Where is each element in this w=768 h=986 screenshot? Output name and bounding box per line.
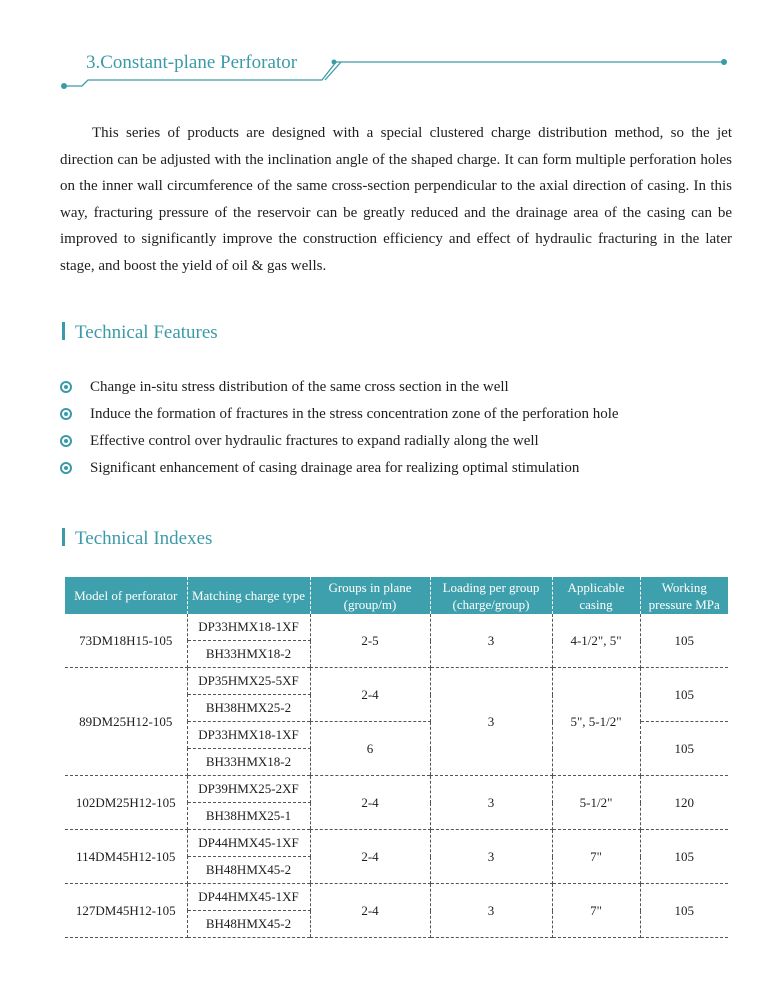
cell-charge: BH38HMX25-2	[187, 695, 310, 722]
table-row	[65, 884, 728, 911]
feature-item	[60, 458, 619, 485]
header-groups	[310, 577, 430, 614]
cell-casing: 4-1/2", 5"	[552, 614, 640, 668]
header-pressure-line2: pressure MPa	[648, 596, 720, 612]
title-decoration	[0, 0, 768, 100]
cell-loading: 3	[430, 776, 552, 830]
header-model: Model of perforator	[65, 577, 187, 614]
cell-pressure: 105	[640, 722, 728, 776]
table-row	[65, 614, 728, 641]
header-casing-line1: Applicable	[567, 579, 625, 595]
cell-groups: 2-4	[310, 884, 430, 938]
cell-casing: 5-1/2"	[552, 776, 640, 830]
cell-pressure: 120	[640, 776, 728, 830]
feature-item	[60, 404, 619, 431]
cell-groups: 6	[310, 722, 430, 776]
feature-text: Change in-situ stress distribution of the same cross section in the well	[90, 379, 509, 395]
cell-charge: BH33HMX18-2	[187, 641, 310, 668]
features-heading-text: Technical Features	[75, 322, 218, 343]
cell-loading: 3	[430, 614, 552, 668]
header-casing	[552, 577, 640, 614]
cell-pressure: 105	[640, 884, 728, 938]
cell-charge: BH48HMX45-2	[187, 911, 310, 938]
cell-model: 73DM18H15-105	[65, 614, 187, 668]
table-row	[65, 668, 728, 695]
header-pressure-line1: Working	[661, 579, 707, 595]
table-row	[65, 776, 728, 803]
cell-charge: BH48HMX45-2	[187, 857, 310, 884]
feature-text: Effective control over hydraulic fractures to expand radially along the well	[90, 433, 539, 449]
cell-model: 114DM45H12-105	[65, 830, 187, 884]
cell-model: 89DM25H12-105	[65, 668, 187, 776]
header-casing-line2: casing	[579, 596, 613, 612]
cell-loading: 3	[430, 668, 552, 776]
indexes-table-wrap	[65, 577, 728, 938]
heading-bar	[62, 528, 65, 546]
cell-groups: 2-4	[310, 668, 430, 722]
indexes-table	[65, 577, 728, 938]
header-groups-line1: Groups in plane	[328, 579, 412, 595]
cell-groups: 2-4	[310, 776, 430, 830]
cell-charge: DP39HMX25-2XF	[187, 776, 310, 803]
cell-charge: DP35HMX25-5XF	[187, 668, 310, 695]
header-charge: Matching charge type	[187, 577, 310, 614]
cell-loading: 3	[430, 830, 552, 884]
cell-charge: DP44HMX45-1XF	[187, 830, 310, 857]
header-loading-line1: Loading per group	[442, 579, 540, 595]
cell-model: 127DM45H12-105	[65, 884, 187, 938]
intro-paragraph: This series of products are designed with a special clustered charge distribution method, so the jet direction can be adjusted with the inclination angle of the shaped charge. It can form multiple perforation holes on the inner wall circumference of the same cross-section perpendicular to the axial direction of casing. In this way, fracturing pressure of the reservoir can be greatly reduced and the drainage area of the casing can be improved to significantly improve the construction efficiency and effect of hydraulic fracturing in the later stage, and boost the yield of oil & gas wells.	[60, 125, 732, 274]
cell-pressure: 105	[640, 614, 728, 668]
table-header-row	[65, 577, 728, 614]
header-loading	[430, 577, 552, 614]
table-row	[65, 830, 728, 857]
bullet-ring-icon	[60, 408, 72, 420]
cell-charge: DP33HMX18-1XF	[187, 614, 310, 641]
feature-item	[60, 431, 619, 458]
cell-charge: BH33HMX18-2	[187, 749, 310, 776]
cell-groups: 2-4	[310, 830, 430, 884]
bullet-ring-icon	[60, 381, 72, 393]
header-loading-line2: (charge/group)	[452, 596, 530, 612]
cell-groups: 2-5	[310, 614, 430, 668]
indexes-heading-text: Technical Indexes	[75, 528, 213, 549]
bullet-ring-icon	[60, 462, 72, 474]
features-list	[60, 377, 619, 485]
cell-charge: DP44HMX45-1XF	[187, 884, 310, 911]
feature-text: Significant enhancement of casing drainage area for realizing optimal stimulation	[90, 460, 580, 476]
heading-bar	[62, 322, 65, 340]
cell-casing: 7"	[552, 830, 640, 884]
header-groups-line2: (group/m)	[343, 596, 397, 612]
cell-casing: 5", 5-1/2"	[552, 668, 640, 776]
section-title: 3.Constant-plane Perforator	[86, 52, 298, 73]
header-pressure	[640, 577, 728, 614]
bullet-ring-icon	[60, 435, 72, 447]
features-heading	[62, 322, 218, 344]
cell-pressure: 105	[640, 668, 728, 722]
indexes-heading	[62, 528, 212, 550]
cell-charge: DP33HMX18-1XF	[187, 722, 310, 749]
cell-charge: BH38HMX25-1	[187, 803, 310, 830]
cell-casing: 7"	[552, 884, 640, 938]
feature-item	[60, 377, 619, 404]
feature-text: Induce the formation of fractures in the stress concentration zone of the perforation hole	[90, 406, 619, 422]
cell-loading: 3	[430, 884, 552, 938]
cell-model: 102DM25H12-105	[65, 776, 187, 830]
cell-pressure: 105	[640, 830, 728, 884]
